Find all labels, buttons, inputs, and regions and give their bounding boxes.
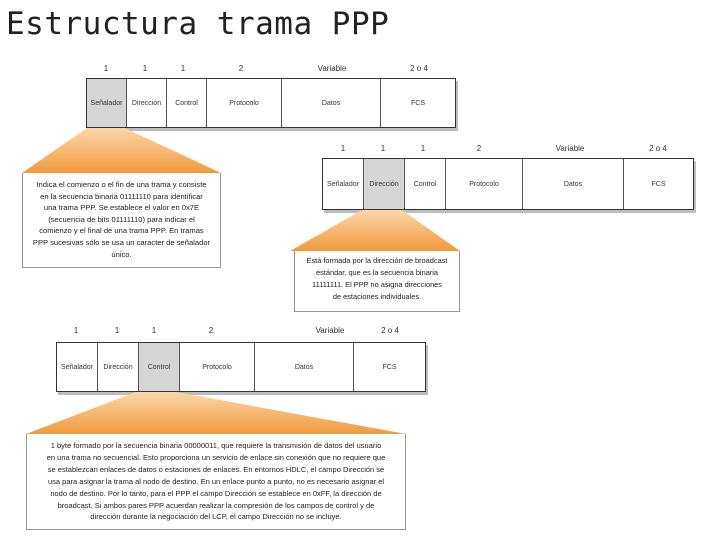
field-data: Datos — [282, 79, 381, 127]
note-line: nodo de destino. Por lo tanto, para el PPP el campo Dirección se establece en 0xFF, la dirección de — [50, 488, 382, 498]
field-size: 2 — [238, 64, 244, 73]
note-line: una trama PPP. Se establece el valor en 0x7E — [43, 203, 200, 213]
note-line: estándar, que es la secuencia binaria — [315, 268, 439, 277]
control-field-description — [26, 434, 406, 530]
field-size: Variable — [315, 326, 345, 335]
note-line: Indica el comienzo o el fin de una trama y consiste — [36, 180, 207, 189]
field-size: 1 — [114, 326, 120, 335]
address-field-panel — [290, 140, 700, 312]
control-field-panel — [22, 322, 428, 532]
field-size: 2 — [476, 144, 482, 153]
note-line: de estaciones individuales. — [332, 292, 422, 301]
page-title: Estructura trama PPP — [6, 6, 390, 42]
flag-field-description — [22, 173, 221, 268]
note-line: se establezcan enlaces de datos o estaciones de enlaces. En entornos HDLC, el campo Dirección se — [47, 464, 385, 474]
field-address: Dirección — [127, 79, 167, 127]
note-line: único. — [111, 249, 132, 259]
note-line: en una trama no secuencial. Esto proporciona un servicio de enlace sin conexión que no requiere que — [46, 452, 386, 462]
field-size: 1 — [420, 144, 426, 153]
note-line: dirección durante la negociación del LCP, el campo Dirección no se incluye. — [90, 512, 342, 522]
field-address: Dirección — [364, 159, 405, 209]
field-size: 1 — [73, 326, 79, 335]
field-size: 1 — [103, 64, 109, 73]
note-line: 11111111. El PPP no asigna direcciones — [312, 280, 442, 289]
note-line: (secuencia de bits 01111110) para indicar el — [48, 214, 195, 224]
field-fcs: FCS — [382, 363, 397, 371]
field-fcs: FCS — [411, 99, 425, 107]
note-line: broadcast. Si ambos pares PPP acuerdan realizar la compresión de los campos de control y de — [57, 500, 375, 510]
field-size: 2 — [208, 326, 214, 335]
field-size: Variable — [555, 144, 585, 153]
field-flag: Señalador — [323, 159, 364, 209]
field-size: 2 o 4 — [649, 144, 667, 153]
note-line: comienzo y el final de una trama PPP. En tramas — [39, 226, 204, 236]
field-size: 1 — [142, 64, 148, 73]
field-size: 1 — [380, 144, 386, 153]
field-control: Control — [139, 343, 180, 391]
field-size: 1 — [180, 64, 186, 73]
note-line: PPP sucesivas sólo se usa un caracter de señalador — [32, 237, 211, 247]
field-address: Dirección — [98, 343, 139, 391]
note-line: 1 byte formado por la secuencia binaria 00000011, que requiere la transmisión de datos del usuario — [50, 441, 382, 450]
field-size: 2 o 4 — [410, 64, 428, 73]
field-protocol: Protocolo — [180, 343, 255, 391]
field-size: 1 — [151, 326, 157, 335]
field-control: Control — [405, 159, 446, 209]
field-flag: Señalador — [87, 79, 127, 127]
field-protocol: Protocolo — [446, 159, 523, 209]
field-size: 1 — [340, 144, 346, 153]
note-line: usa para asignar la trama al nodo de destino. En un enlace punto a punto, no es necesario asignar el — [47, 476, 385, 486]
field-data: Datos — [523, 159, 624, 209]
field-protocol: Protocolo — [207, 79, 282, 127]
field-flag: Señalador — [57, 343, 98, 391]
field-data: Datos — [255, 343, 354, 391]
note-line: en la secuencia binaria 01111110 para identificar — [40, 191, 203, 201]
field-size: 2 o 4 — [381, 326, 399, 335]
note-line: Está formada por la dirección de broadcast — [306, 256, 448, 265]
address-field-description — [294, 251, 460, 312]
field-size: Variable — [317, 64, 347, 73]
field-control: Control — [167, 79, 207, 127]
field-fcs: FCS — [651, 180, 666, 188]
